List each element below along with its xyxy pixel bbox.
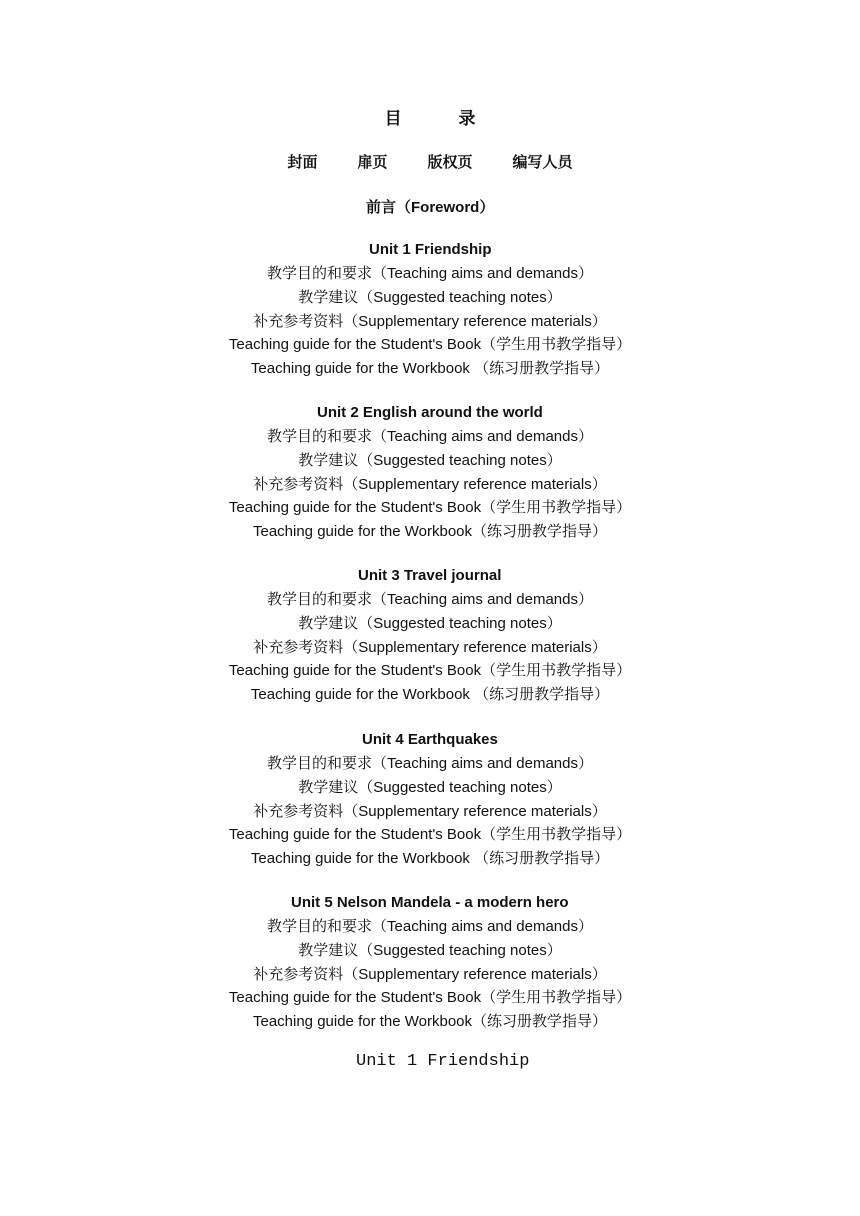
- toc-line: Teaching guide for the Student's Book（学生用书教学指导）: [228, 989, 632, 1006]
- foreword-entry: 前言（Foreword）: [366, 199, 495, 216]
- toc-line: 教学目的和要求（Teaching aims and demands）: [267, 591, 593, 608]
- cover-item-title-page: 扉页: [357, 154, 388, 171]
- toc-line: Teaching guide for the Student's Book（学生用书教学指导）: [228, 499, 632, 516]
- unit-title: Unit 4 Earthquakes: [362, 731, 498, 748]
- unit-title: Unit 3 Travel journal: [358, 567, 502, 584]
- toc-line: 教学建议（Suggested teaching notes）: [298, 942, 562, 959]
- toc-line: Teaching guide for the Workbook（练习册教学指导）: [252, 1013, 608, 1030]
- toc-line: 补充参考资料（Supplementary reference materials）: [253, 966, 607, 983]
- toc-line: 教学目的和要求（Teaching aims and demands）: [267, 265, 593, 282]
- toc-line: 补充参考资料（Supplementary reference materials）: [253, 476, 607, 493]
- cover-item-copyright: 版权页: [427, 154, 473, 171]
- toc-line: 补充参考资料（Supplementary reference materials）: [253, 639, 607, 656]
- toc-line: Teaching guide for the Student's Book（学生用书教学指导）: [228, 336, 632, 353]
- toc-line: 教学建议（Suggested teaching notes）: [298, 452, 562, 469]
- toc-line: Teaching guide for the Workbook （练习册教学指导）: [250, 360, 610, 377]
- toc-line: 教学目的和要求（Teaching aims and demands）: [267, 918, 593, 935]
- unit-title: Unit 2 English around the world: [317, 404, 543, 421]
- toc-line: 教学建议（Suggested teaching notes）: [298, 615, 562, 632]
- toc-line: 教学建议（Suggested teaching notes）: [298, 289, 562, 306]
- toc-line: Teaching guide for the Workbook（练习册教学指导）: [252, 523, 608, 540]
- toc-line: 教学目的和要求（Teaching aims and demands）: [267, 428, 593, 445]
- toc-line: 教学目的和要求（Teaching aims and demands）: [267, 755, 593, 772]
- toc-line: 教学建议（Suggested teaching notes）: [298, 779, 562, 796]
- toc-line: Teaching guide for the Workbook （练习册教学指导）: [250, 850, 610, 867]
- toc-line: Teaching guide for the Workbook （练习册教学指导）: [250, 686, 610, 703]
- cover-item-cover: 封面: [287, 154, 318, 171]
- cover-item-editors: 编写人员: [512, 154, 573, 171]
- toc-line: 补充参考资料（Supplementary reference materials）: [253, 803, 607, 820]
- unit-title: Unit 5 Nelson Mandela - a modern hero: [291, 894, 569, 911]
- toc-title: 目 录: [384, 109, 502, 128]
- unit-title: Unit 1 Friendship: [369, 241, 492, 258]
- toc-line: Teaching guide for the Student's Book（学生用书教学指导）: [228, 826, 632, 843]
- chapter-heading: Unit 1 Friendship: [356, 1052, 530, 1071]
- cover-items: [0, 151, 860, 172]
- toc-line: 补充参考资料（Supplementary reference materials）: [253, 313, 607, 330]
- toc-line: Teaching guide for the Student's Book（学生用书教学指导）: [228, 662, 632, 679]
